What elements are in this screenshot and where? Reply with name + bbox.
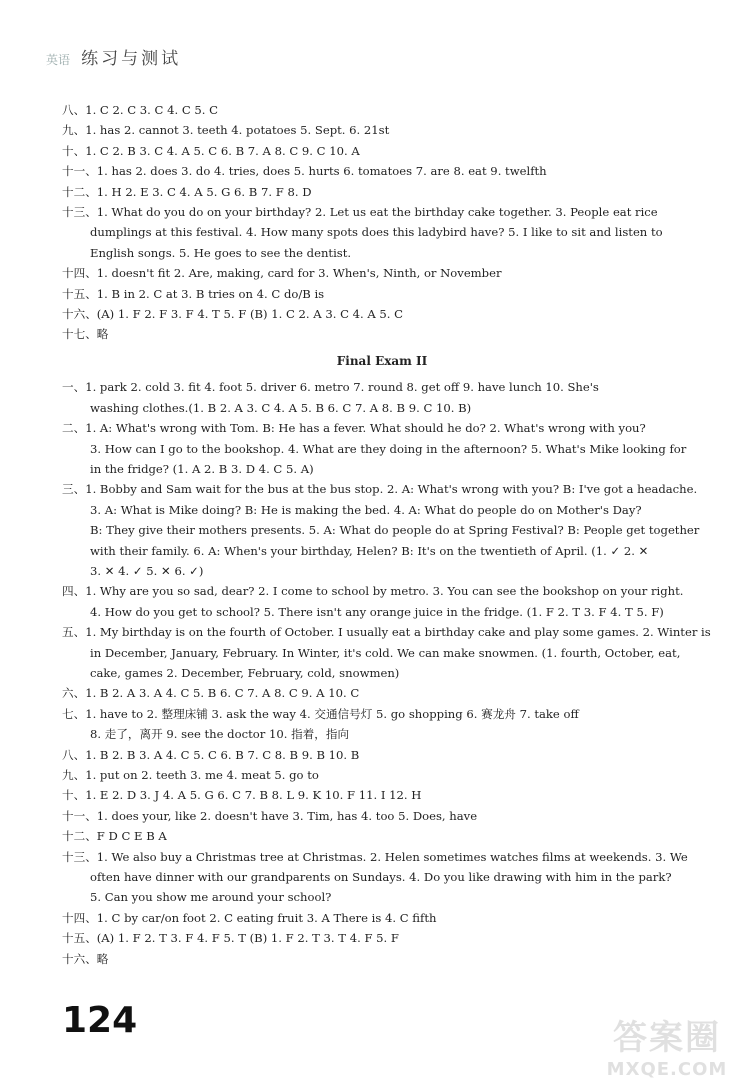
answer-line: 十六、(A) 1. F 2. F 3. F 4. T 5. F (B) 1. C 2. A 3. C 4. A 5. C bbox=[62, 307, 404, 322]
answer-line: 七、1. have to 2. 整理床铺 3. ask the way 4. 交通信号灯 5. go shopping 6. 赛龙舟 7. take off bbox=[62, 706, 579, 721]
answer-line: often have dinner with our grandparents on Sundays. 4. Do you like drawing with him in the park? bbox=[90, 870, 672, 885]
answer-line: 四、1. Why are you so sad, dear? 2. I come to school by metro. 3. You can see the bookshop on your right. bbox=[62, 584, 684, 599]
answer-line: 3. ✕ 4. ✓ 5. ✕ 6. ✓) bbox=[90, 563, 204, 578]
header-title: 练习与测试 bbox=[81, 49, 182, 69]
answer-line: 十七、略 bbox=[62, 327, 109, 342]
section-title: Final Exam II bbox=[336, 353, 428, 368]
answer-line: 九、1. has 2. cannot 3. teeth 4. potatoes 5. Sept. 6. 21st bbox=[62, 123, 390, 138]
watermark-url: MXQE.COM bbox=[606, 1059, 728, 1080]
answer-line: 十、1. C 2. B 3. C 4. A 5. C 6. B 7. A 8. C 9. C 10. A bbox=[62, 143, 360, 158]
answer-line: 三、1. Bobby and Sam wait for the bus at the bus stop. 2. A: What's wrong with you? B: I've got a headache. bbox=[62, 482, 698, 497]
answer-line: 五、1. My birthday is on the fourth of October. I usually eat a birthday cake and play some games. 2. Winter is bbox=[62, 625, 711, 640]
watermark-text: 答案圈 bbox=[613, 1018, 721, 1058]
page-number: 124 bbox=[62, 1000, 138, 1041]
answer-line: 十三、1. We also buy a Christmas tree at Christmas. 2. Helen sometimes watches films at weekends. 3. We bbox=[62, 849, 688, 864]
page-header bbox=[46, 44, 181, 69]
answer-line: 5. Can you show me around your school? bbox=[90, 890, 332, 905]
answer-line: 8. 走了，离开 9. see the doctor 10. 指着，指向 bbox=[90, 727, 350, 742]
answer-line: 十三、1. What do you do on your birthday? 2. Let us eat the birthday cake together. 3. People eat rice bbox=[62, 205, 658, 220]
answer-line: 六、1. B 2. A 3. A 4. C 5. B 6. C 7. A 8. C 9. A 10. C bbox=[62, 686, 360, 701]
answer-line: 一、1. park 2. cold 3. fit 4. foot 5. driver 6. metro 7. round 8. get off 9. have lunch 10. She's bbox=[62, 380, 599, 395]
answer-line: 十五、1. B in 2. C at 3. B tries on 4. C do/B is bbox=[62, 286, 325, 301]
answer-line: in December, January, February. In Winter, it's cold. We can make snowmen. (1. fourth, October, eat, bbox=[90, 645, 681, 660]
watermark-logo bbox=[592, 1010, 742, 1080]
answer-line: 十一、1. has 2. does 3. do 4. tries, does 5. hurts 6. tomatoes 7. are 8. eat 9. twelfth bbox=[62, 164, 547, 179]
answer-line: 八、1. B 2. B 3. A 4. C 5. C 6. B 7. C 8. B 9. B 10. B bbox=[62, 747, 360, 762]
answer-line: 十一、1. does your, like 2. doesn't have 3. Tim, has 4. too 5. Does, have bbox=[62, 808, 478, 823]
answer-line: 八、1. C 2. C 3. C 4. C 5. C bbox=[62, 103, 219, 117]
answer-line: cake, games 2. December, February, cold, snowmen) bbox=[90, 665, 400, 680]
header-tag: 英语 bbox=[46, 53, 71, 67]
answer-line: 九、1. put on 2. teeth 3. me 4. meat 5. go to bbox=[62, 768, 319, 782]
answer-line: 十四、1. doesn't fit 2. Are, making, card for 3. When's, Ninth, or November bbox=[62, 266, 502, 281]
answer-line: 十二、F D C E B A bbox=[62, 829, 167, 844]
answers-part-2 bbox=[62, 377, 711, 969]
answer-line: 二、1. A: What's wrong with Tom. B: He has a fever. What should he do? 2. What's wrong with you? bbox=[62, 421, 646, 436]
answer-line: with their family. 6. A: When's your birthday, Helen? B: It's on the twentieth of April. (1. ✓ 2. ✕ bbox=[90, 543, 649, 558]
answer-line: 4. How do you get to school? 5. There isn't any orange juice in the fridge. (1. F 2. T 3. F 4. T 5. F) bbox=[90, 604, 664, 619]
answer-line: 十二、1. H 2. E 3. C 4. A 5. G 6. B 7. F 8. D bbox=[62, 184, 312, 199]
answers-part-1 bbox=[62, 100, 702, 345]
answer-line: in the fridge? (1. A 2. B 3. D 4. C 5. A) bbox=[90, 461, 314, 476]
answer-line: English songs. 5. He goes to see the dentist. bbox=[90, 245, 352, 260]
answer-line: B: They give their mothers presents. 5. A: What do people do at Spring Festival? B: People get together bbox=[90, 523, 700, 538]
answer-line: dumplings at this festival. 4. How many spots does this ladybird have? 5. I like to sit and listen to bbox=[90, 225, 663, 240]
answer-line: 3. A: What is Mike doing? B: He is making the bed. 4. A: What do people do on Mother's Day? bbox=[90, 502, 642, 517]
answer-line: 十五、(A) 1. F 2. T 3. F 4. F 5. T (B) 1. F 2. T 3. T 4. F 5. F bbox=[62, 931, 399, 946]
answer-content bbox=[62, 100, 711, 969]
answer-line: 十四、1. C by car/on foot 2. C eating fruit 3. A There is 4. C fifth bbox=[62, 910, 437, 925]
answer-line: 十、1. E 2. D 3. J 4. A 5. G 6. C 7. B 8. L 9. K 10. F 11. I 12. H bbox=[62, 788, 422, 803]
answer-line: 3. How can I go to the bookshop. 4. What are they doing in the afternoon? 5. What's Mike looking for bbox=[90, 441, 687, 456]
answer-line: 十六、略 bbox=[62, 951, 109, 966]
answer-line: washing clothes.(1. B 2. A 3. C 4. A 5. B 6. C 7. A 8. B 9. C 10. B) bbox=[90, 400, 472, 415]
